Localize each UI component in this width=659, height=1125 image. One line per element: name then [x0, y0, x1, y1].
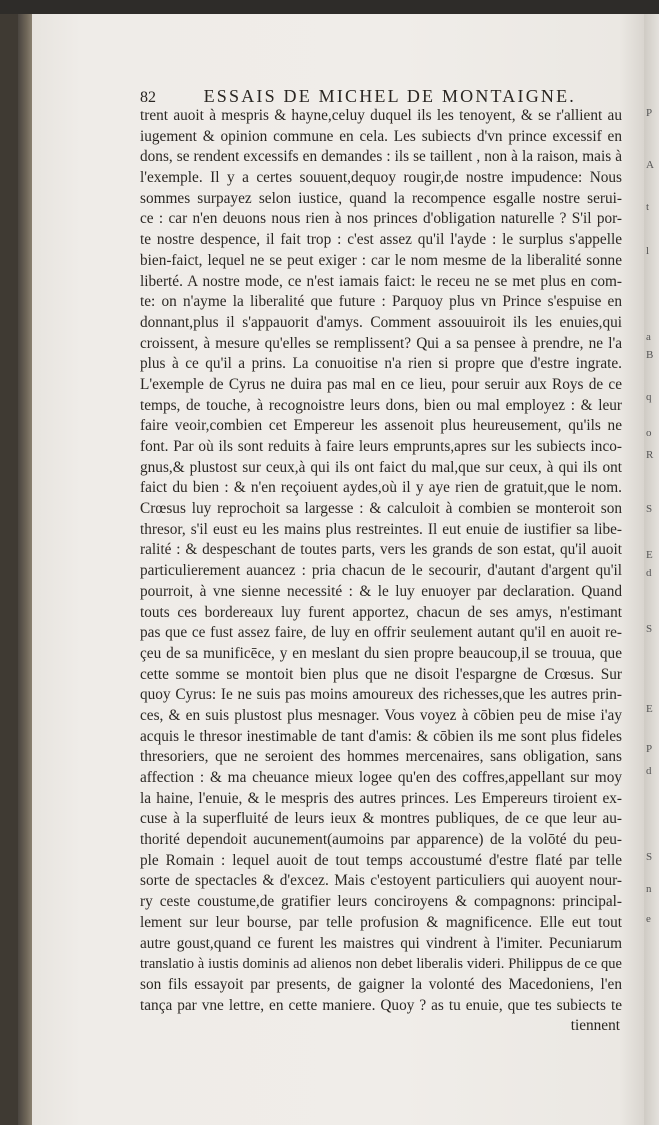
text-line: lement sur leur bourse, par telle profusion & magnificence. Elle eut tout [140, 913, 622, 931]
text-line: bien-faict, lequel ne se peut exiger : car le nom mesme de la liberalité sonne [140, 251, 622, 269]
text-line: tança par vne lettre, en cette maniere. Quoy ? as tu enuie, que tes subiects te [140, 996, 622, 1014]
text-line: acquis le thresor inestimable de tant d'amis: & cōbien ils me sont plus fideles [140, 727, 622, 745]
scan-top-border [0, 0, 659, 14]
facing-page-fragment: E [646, 704, 653, 715]
text-line: ce : car n'en deuons nous rien à nos princes d'obligation naturelle ? S'il por- [140, 210, 622, 228]
facing-page-fragment: d [646, 766, 652, 777]
facing-page-fragment: e [646, 914, 651, 925]
text-line: son fils essayoit par presents, de gaigner la volonté des Macedoniens, l'en [140, 975, 622, 993]
text-line: la haine, l'enuie, & le mespris des autres princes. Les Empereurs tiroient ex- [140, 789, 622, 807]
text-line: affection : & ma cheuance mieux logee qu'en des coffres,appellant sur moy [140, 769, 622, 786]
text-line: dons, se rendent excessifs en demandes : ils se taillent , non à la raison, mais à [140, 148, 622, 166]
facing-page-fragment: S [646, 504, 653, 515]
text-line: touts ces bordereaux luy furent apportez, chacun de ses amys, n'estimant [140, 603, 622, 621]
text-line: font. Par où ils sont reduits à faire leurs emprunts,apres sur les subiects inco- [140, 438, 622, 455]
text-line: autre goust,quand ce furent les maistres qui vindrent à l'imiter. Pecuniarum [140, 934, 622, 952]
text-line: cuse à la superfluité de leurs ieux & montres publiques, de ce que leur au- [140, 810, 622, 828]
facing-page-fragment: P [646, 108, 653, 119]
running-title: ESSAIS DE MICHEL DE MONTAIGNE. [203, 86, 576, 106]
text-line: faict du bien : & n'en reçoiuent aydes,où il y aye rien de gratuit,que le nom. [140, 479, 622, 497]
text-line: pourroit, à vne sienne necessité : & le luy enuoyer par declaration. Quand [140, 582, 622, 600]
facing-page-fragment: E [646, 550, 653, 561]
facing-page-fragment: a [646, 332, 651, 343]
text-line: ralité : & despeschant de toutes parts, vers les grands de son estat, qu'il auoit [140, 541, 622, 559]
text-line: quoy Cyrus: Ie ne suis pas moins amoureux des richesses,que les autres prin- [140, 686, 622, 704]
facing-page-fragment: d [646, 568, 652, 579]
text-line: croissent, à mesure qu'elles se remplissent? Qui a sa pensee à prendre, ne l'a [140, 334, 622, 352]
running-head [140, 86, 576, 106]
text-line: pas que ce fust assez faire, de luy en offrir seulement autant qu'il en auoit re- [140, 624, 622, 642]
facing-page-fragment: S [646, 852, 653, 863]
text-line: ces, & en suis plustost plus mesnager. Vous voyez à cōbien peu de mise i'ay [140, 706, 622, 724]
text-line: sommes surpayez selon iustice, quand la recompence esgalle nostre serui- [140, 189, 622, 207]
text-line: trent auoit à mespris & hayne,celuy duquel ils les tenoyent, & se r'allient au [140, 107, 622, 124]
facing-page-fragment: n [646, 884, 652, 895]
text-line: faire veoir,combien cet Empereur les assenoit plus heureusement, qu'ils ne [140, 417, 622, 435]
text-line: ry ceste coustume,de gratifier leurs conciroyens & compagnons: principal- [140, 893, 622, 911]
text-line: iugement & opinion commune en cela. Les subiects d'vn prince excessif en [140, 127, 622, 145]
text-line: l'exemple. Il y a certes souuent,dequoy rougir,de nostre impudence: Nous [140, 169, 622, 187]
text-line: cette somme se montoit bien plus que ne disoit l'espargne de Crœsus. Sur [140, 665, 622, 683]
facing-page-fragment: t [646, 202, 650, 213]
catchword: tiennent [570, 1017, 620, 1035]
text-line: ple Romain : lequel auoit de tout temps accoustumé d'estre flaté par telle [140, 851, 622, 869]
text-line: plus à ce qu'il a prins. La conuoitise n'a rien si propre que d'estre ingrate. [140, 355, 622, 373]
facing-page-fragment: q [646, 392, 652, 403]
text-line: çeu de sa munificēce, y en meslant du sien propre beaucoup,il se trouua, que [140, 644, 622, 662]
text-line: donnant,plus il s'appauorit d'amys. Comment assouuiroit ils les enuies,qui [140, 313, 622, 331]
facing-page-fragment: A [646, 160, 654, 171]
text-line: thresor, s'il eust eu les mains plus restreintes. Il eut enuie de iustifier sa libe- [140, 520, 622, 538]
facing-page-fragment: P [646, 744, 653, 755]
text-line: thorité dependoit aucunement(aumoins par apparence) de la volōté du peu- [140, 831, 622, 849]
text-line: translatio à iustis dominis ad alienos non debet liberalis videri. Philippus de ce que [140, 956, 622, 973]
text-line: liberté. A nostre mode, ce n'est iamais faict: le receu ne se met plus en com- [140, 272, 622, 290]
text-line: Crœsus luy reprochoit sa largesse : & calculoit à combien se monteroit son [140, 500, 622, 518]
facing-page-fragment: S [646, 624, 653, 635]
facing-page-fragment: o [646, 428, 652, 439]
text-line: te nostre despence, il fait trop : c'est assez qu'il l'ayde : le surplus s'appelle [140, 231, 622, 249]
text-line: thresoriers, que ne seroient des hommes mercenaires, sans obligation, sans [140, 748, 622, 766]
facing-page-fragment: l [646, 246, 650, 257]
facing-page-edge [644, 14, 659, 1125]
body-text [140, 106, 622, 1037]
book-cover-edge [0, 14, 18, 1125]
text-line: sorte de spectacles & d'excez. Mais c'estoyent particuliers qui auoyent nour- [140, 872, 622, 890]
facing-page-fragment: R [646, 450, 654, 461]
text-line: particulierement auancez : pria chacun de le secourir, d'autant d'argent qu'il [140, 562, 622, 580]
text-line: temps, de touche, à recognoistre leurs dons, bien ou mal employez : & leur [140, 396, 622, 414]
facing-page-fragment: B [646, 350, 654, 361]
book-gutter [18, 14, 32, 1125]
text-line: L'exemple de Cyrus ne duira pas mal en ce lieu, pour seruir aux Roys de ce [140, 375, 622, 393]
page-number: 82 [140, 89, 156, 106]
text-line: gnus,& plustost sur ceux,à qui ils ont faict du mal,que sur ceux, à qui ils ont [140, 458, 622, 476]
text-line: te: on n'ayme la liberalité que future : Parquoy plus vn Prince s'espuise en [140, 293, 622, 311]
